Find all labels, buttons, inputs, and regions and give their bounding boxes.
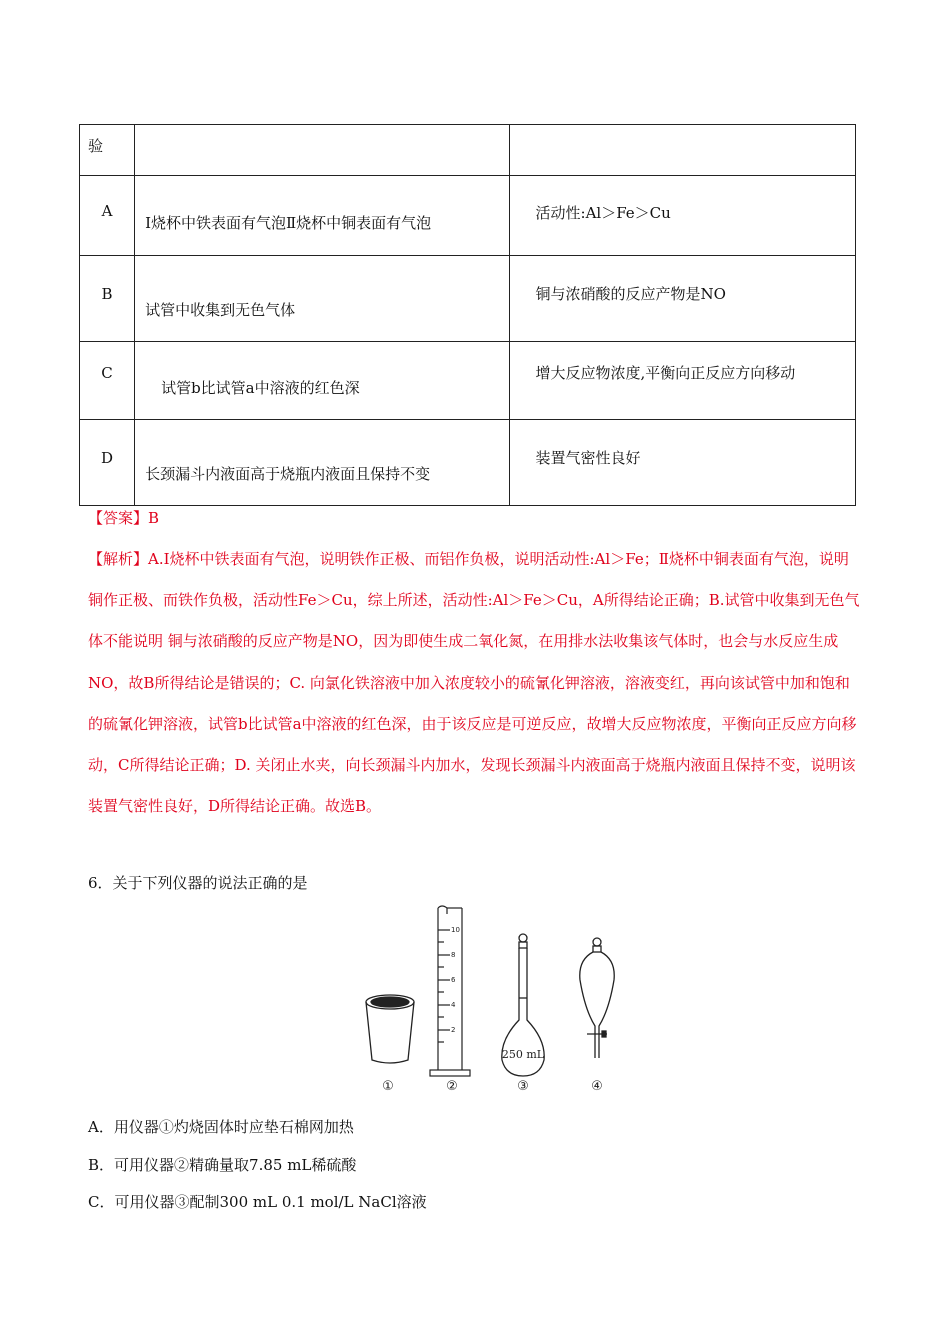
header-cell: 验 xyxy=(80,125,135,176)
instrument-label: ① xyxy=(382,1079,394,1094)
crucible-icon xyxy=(366,995,414,1063)
row-label-cell: C xyxy=(80,342,135,420)
option-c: C．可用仪器③配制300 mL 0.1 mol/L NaCl溶液 xyxy=(88,1193,427,1211)
table-row xyxy=(80,420,856,506)
option-b: B．可用仪器②精确量取7.85 mL稀硫酸 xyxy=(88,1156,357,1174)
header-cell xyxy=(509,125,855,176)
instruments-figure xyxy=(350,900,620,1095)
header-cell xyxy=(135,125,509,176)
table-row xyxy=(80,176,856,256)
instrument-label: ③ xyxy=(517,1079,529,1094)
table-row xyxy=(80,342,856,420)
answer-value: B xyxy=(148,509,160,527)
conclusion-cell: 铜与浓硝酸的反应产物是NO xyxy=(509,256,855,342)
flask-volume-label: 250 mL xyxy=(501,1048,545,1061)
tick-label: 2 xyxy=(451,1026,456,1034)
row-label-cell: A xyxy=(80,176,135,256)
instrument-label: ④ xyxy=(591,1079,603,1094)
option-a: A．用仪器①灼烧固体时应垫石棉网加热 xyxy=(88,1118,354,1136)
phenomenon-cell: 试管b比试管a中溶液的红色深 xyxy=(135,342,509,420)
question-stem: 6．关于下列仪器的说法正确的是 xyxy=(88,874,308,892)
row-label-cell: B xyxy=(80,256,135,342)
conclusion-cell: 活动性:Al＞Fe＞Cu xyxy=(509,176,855,256)
table-row xyxy=(80,256,856,342)
answer-line xyxy=(88,498,159,539)
phenomenon-cell: 试管中收集到无色气体 xyxy=(135,256,509,342)
graduated-cylinder-icon xyxy=(430,906,470,1076)
conclusion-cell: 装置气密性良好 xyxy=(509,420,855,506)
instrument-label: ② xyxy=(446,1079,458,1094)
row-label-cell: D xyxy=(80,420,135,506)
table-header-row xyxy=(80,125,856,176)
phenomenon-cell: 长颈漏斗内液面高于烧瓶内液面且保持不变 xyxy=(135,420,509,506)
answer-label: 【答案】 xyxy=(88,509,149,527)
tick-label: 4 xyxy=(451,1001,456,1009)
separatory-funnel-icon xyxy=(580,938,614,1058)
tick-label: 8 xyxy=(451,951,456,959)
tick-label: 6 xyxy=(451,976,456,984)
conclusion-cell: 增大反应物浓度,平衡向正反应方向移动 xyxy=(509,342,855,420)
analysis-label: 【解析】 xyxy=(88,550,149,568)
analysis-paragraph xyxy=(88,539,863,827)
phenomenon-cell: Ⅰ烧杯中铁表面有气泡Ⅱ烧杯中铜表面有气泡 xyxy=(135,176,509,256)
experiment-table xyxy=(79,124,856,506)
tick-label: 10 xyxy=(451,926,460,934)
analysis-text: A.Ⅰ烧杯中铁表面有气泡，说明铁作正极、而铝作负极，说明活动性:Al＞Fe；Ⅱ烧杯中铜表面有气泡，说明铜作正极、而铁作负极，活动性Fe＞Cu，综上所述，活动性:Al＞Fe＞Cu，A所得结论正确；B.试管中收集到无色气体不能说明 铜与浓硝酸的反应产物是NO，因为即使生成二氧化氮，在用排水法收集该气体时，也会与水反应生成NO，故B所得结论是错误的；C. 向氯化铁溶液中加入浓度较小的硫氰化钾溶液，溶液变红，再向该试管中加和饱和的硫氰化钾溶液，试管b比试管a中溶液的红色深，由于该反应是可逆反应，故增大反应物浓度，平衡向正反应方向移动，C所得结论正确；D. 关闭止水夹，向长颈漏斗内加水，发现长颈漏斗内液面高于烧瓶内液面且保持不变，说明该装置气密性良好，D所得结论正确。故选B。 xyxy=(88,550,860,816)
